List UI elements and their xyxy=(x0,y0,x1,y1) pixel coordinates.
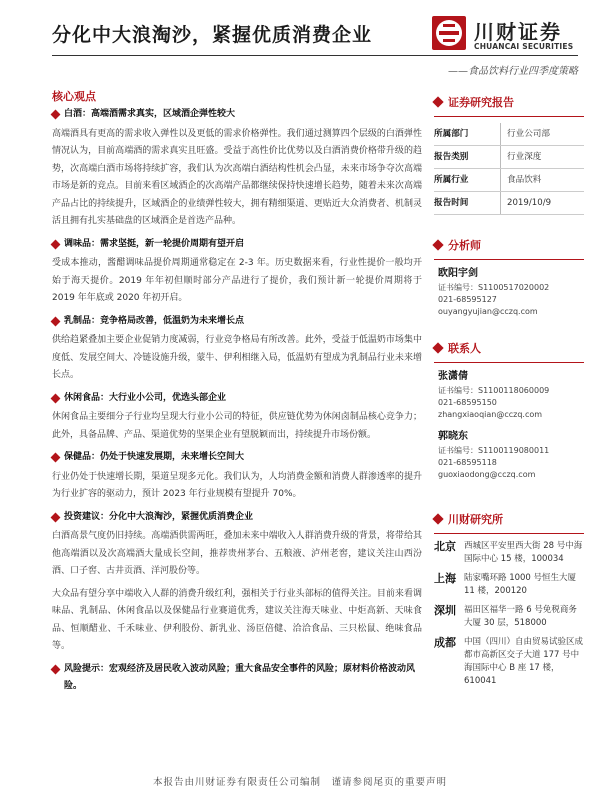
diamond-icon xyxy=(432,513,443,524)
block-paragraph: 大众品有望分享中端收入人群的消费升级红利，强相关于行业头部标的值得关注。目前来看调味品、乳制品、休闲食品以及保健品行业赛道优秀，建议关注海天味业、中炬高新、天味食品、恒顺醋业、千禾味业、伊利股份、新乳业、汤臣倍健、洽洽食品、三只松鼠、绝味食品等。 xyxy=(52,588,422,651)
block-snack xyxy=(52,390,422,445)
sidebar-divider xyxy=(434,259,584,260)
sidebar-report-heading xyxy=(434,94,584,110)
contact-title: 联系人 xyxy=(448,342,481,355)
block-health xyxy=(52,449,422,504)
office-text: 福田区福华一路 6 号免税商务大厦 30 层，518000 xyxy=(464,605,577,628)
meta-row xyxy=(434,146,584,169)
contact-card xyxy=(438,429,584,481)
block-heading: 休闲食品：大行业小公司，优选头部企业 xyxy=(52,390,422,408)
logo-cn-text: 川财证券 xyxy=(474,20,562,44)
office-address xyxy=(434,540,584,566)
meta-key: 报告类别 xyxy=(434,152,469,162)
meta-value: 2019/10/9 xyxy=(500,192,584,214)
block-paragraph: 休闲食品主要细分子行业均呈现大行业小公司的特征，供应链优势为休闲卤制品核心竞争力；此外，具备品牌、产品、渠道优势的坚果企业有望脱颖而出，持续提升市场份额。 xyxy=(52,412,422,440)
block-heading: 风险提示：宏观经济及居民收入波动风险；重大食品安全事件的风险；原材料价格波动风险。 xyxy=(52,661,422,696)
person-cert: 证书编号：S1100118060009 xyxy=(438,386,550,395)
block-baijiu xyxy=(52,106,422,231)
meta-value: 行业深度 xyxy=(500,146,584,168)
meta-key: 所属部门 xyxy=(434,129,469,139)
block-heading: 保健品：仍处于快速发展期，未来增长空间大 xyxy=(52,449,422,467)
analyst-title: 分析师 xyxy=(448,239,481,252)
analyst-card xyxy=(438,266,584,318)
office-city: 上海 xyxy=(434,572,456,585)
person-phone: 021-68595118 xyxy=(438,458,497,467)
block-paragraph: 白酒高景气度仍旧持续。高端酒供需两旺，叠加未来中端收入人群消费升级的背景，将带给其他高端酒以及次高端酒大量成长空间，推荐贵州茅台、五粮液、泸州老窖，建议关注山西汾酒、口子窖、古井贡酒、洋河股份等。 xyxy=(52,531,422,576)
person-name: 郭晓东 xyxy=(438,431,468,442)
report-subtitle: ——食品饮料行业四季度策略 xyxy=(448,66,578,77)
logo-mark-icon xyxy=(432,16,466,50)
meta-value: 行业公司部 xyxy=(500,123,584,145)
analyst-heading xyxy=(434,237,584,253)
person-name: 张潇倩 xyxy=(438,371,468,382)
person-email[interactable]: guoxiaodong@cczq.com xyxy=(438,470,536,479)
diamond-icon xyxy=(432,96,443,107)
office-address xyxy=(434,636,584,688)
title-divider xyxy=(52,55,578,56)
report-title: 分化中大浪淘沙，紧握优质消费企业 xyxy=(52,24,373,46)
office-text: 中国（四川）自由贸易试验区成都市高新区交子大道 177 号中海国际中心 B 座 17 楼，610041 xyxy=(464,637,584,686)
person-phone: 021-68595150 xyxy=(438,398,497,407)
block-heading: 白酒：高端酒需求真实，区域酒企弹性较大 xyxy=(52,106,422,124)
institute-heading xyxy=(434,511,584,527)
diamond-icon xyxy=(432,342,443,353)
sidebar-divider xyxy=(434,533,584,534)
person-cert: 证书编号：S1100119080011 xyxy=(438,446,550,455)
logo-en-text: CHUANCAI SECURITIES xyxy=(474,42,574,51)
block-investment xyxy=(52,509,422,656)
meta-row xyxy=(434,169,584,192)
block-paragraph: 受成本推动，酱醋调味品提价周期通常稳定在 2-3 年。历史数据来看，行业性提价一般均开始于海天提价。2019 年年初但顺时部分产品进行了提价，我们预计新一轮提价周期将于 2019 年年底或 2020 年初开启。 xyxy=(52,258,422,303)
office-text: 陆家嘴环路 1000 号恒生大厦 11 楼，200120 xyxy=(464,573,577,596)
block-heading: 乳制品：竞争格局改善，低温奶为未来增长点 xyxy=(52,313,422,331)
meta-row xyxy=(434,123,584,146)
office-city: 深圳 xyxy=(434,604,456,617)
person-cert: 证书编号：S1100517020002 xyxy=(438,283,550,292)
block-paragraph: 高端酒具有更高的需求收入弹性以及更低的需求价格弹性。我们通过测算四个层级的白酒弹性情况认为，目前高端酒的需求真实且旺盛。受益于高性价比优势以及白酒消费价格带升级的趋势，次高端白酒市场将持续扩容，我们认为次高端白酒结构性机会凸显，未来市场争夺次高端市场是新的竞点。目前来看区域酒企的次高端产品都继续保持快速增长趋势，随着未来次高端产品占比的持续提升，区域酒企的业绩弹性较大，拥有精细渠道、更贴近大众消费者、机制灵活且拥有扎实基础盘的区域酒企是首选产品种。 xyxy=(52,128,422,226)
person-email[interactable]: ouyangyujian@cczq.com xyxy=(438,307,538,316)
core-view-heading: 核心观点 xyxy=(52,90,96,103)
office-text: 西城区平安里西大街 28 号中海国际中心 15 楼，100034 xyxy=(464,541,583,564)
meta-key: 所属行业 xyxy=(434,175,469,185)
institute-title: 川财研究所 xyxy=(448,513,503,526)
block-paragraph: 供给趋紧叠加主要企业促销力度减弱，行业竞争格局有所改善。此外，受益于低温奶市场集中度低、发展空间大、冷链设施升级，蒙牛、伊利相继入局，低温奶有望成为乳制品行业未来增长点。 xyxy=(52,335,422,380)
meta-value: 食品饮料 xyxy=(500,169,584,191)
sidebar-divider xyxy=(434,362,584,363)
person-email[interactable]: zhangxiaoqian@cczq.com xyxy=(438,410,543,419)
office-city: 成都 xyxy=(434,636,456,649)
diamond-icon xyxy=(432,239,443,250)
main-content xyxy=(52,104,422,698)
person-name: 欧阳宇剑 xyxy=(438,268,478,279)
block-condiment xyxy=(52,236,422,308)
office-city: 北京 xyxy=(434,540,456,553)
office-address xyxy=(434,604,584,630)
meta-key: 报告时间 xyxy=(434,198,469,208)
block-risk xyxy=(52,661,422,696)
block-paragraph: 行业仍处于快速增长期，渠道呈现多元化。我们认为，人均消费金额和消费人群渗透率的提升为行业扩容的驱动力，预计 2023 年行业规模有望提升 70%。 xyxy=(52,471,422,499)
sidebar-divider xyxy=(434,116,584,117)
meta-row xyxy=(434,192,584,215)
block-dairy xyxy=(52,313,422,385)
contact-card xyxy=(438,369,584,421)
office-address xyxy=(434,572,584,598)
footer-disclaimer: 本报告由川财证券有限责任公司编制 谨请参阅尾页的重要声明 xyxy=(152,777,447,788)
block-heading: 调味品：需求坚挺，新一轮提价周期有望开启 xyxy=(52,236,422,254)
company-logo xyxy=(432,12,582,58)
sidebar xyxy=(434,94,584,694)
person-phone: 021-68595127 xyxy=(438,295,497,304)
contact-heading xyxy=(434,340,584,356)
block-heading: 投资建议：分化中大浪淘沙，紧握优质消费企业 xyxy=(52,509,422,527)
sidebar-report-title: 证券研究报告 xyxy=(448,96,514,109)
